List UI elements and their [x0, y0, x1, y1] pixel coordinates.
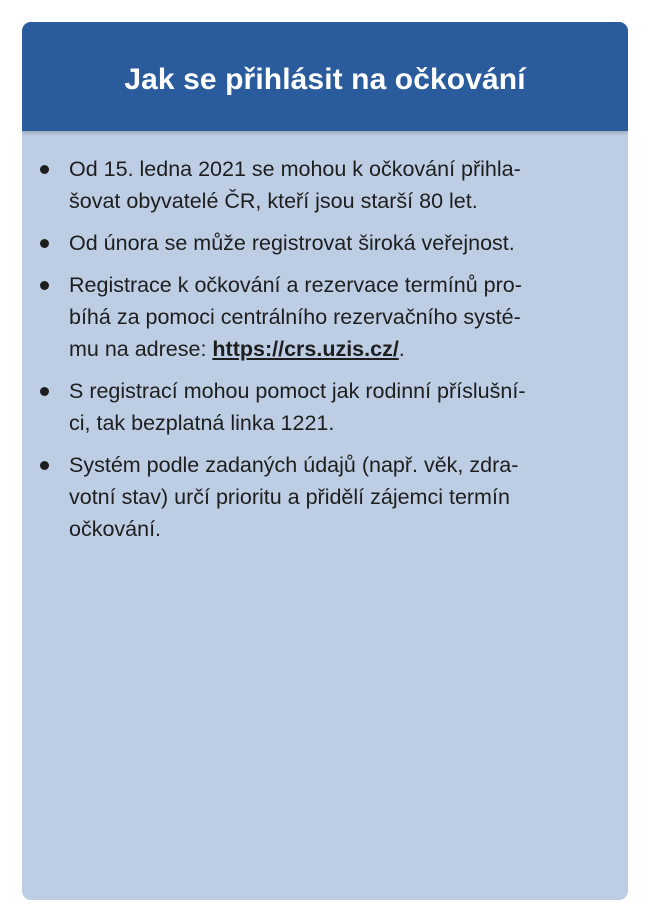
registration-link[interactable]: https://crs.uzis.cz/: [212, 337, 399, 361]
list-item-text: [69, 269, 610, 365]
list-item: [40, 449, 610, 545]
text-line: Systém podle zadaných údajů (např. věk, zdra-: [69, 453, 519, 477]
bullet-icon: [40, 239, 49, 248]
text-line: votní stav) určí prioritu a přidělí zájemci termín: [69, 485, 510, 509]
bullet-icon: [40, 165, 49, 174]
text-fragment: .: [398, 337, 405, 361]
text-line: S registrací mohou pomoct jak rodinní příslušní-: [69, 379, 526, 403]
list-item-text: [69, 227, 610, 259]
list-item-text: [69, 153, 610, 217]
bullet-icon: [40, 461, 49, 470]
list-item: [40, 269, 610, 365]
text-line: Od února se může registrovat široká veřejnost.: [69, 231, 515, 255]
text-line: šovat obyvatelé ČR, kteří jsou starší 80 let.: [69, 189, 478, 213]
info-card: [22, 22, 628, 900]
text-line: očkování.: [69, 517, 162, 541]
bullet-icon: [40, 281, 49, 290]
page-title: Jak se přihlásit na očkování: [124, 62, 526, 96]
text-line-with-link: [69, 333, 610, 365]
text-line: Registrace k očkování a rezervace termínů pro-: [69, 273, 522, 297]
list-item-text: [69, 449, 610, 545]
bullet-list: [22, 131, 628, 545]
text-fragment: mu na adrese:: [69, 337, 213, 361]
text-line: bíhá za pomoci centrálního rezervačního systé-: [69, 305, 521, 329]
list-item: [40, 153, 610, 217]
card-header: [22, 22, 628, 131]
bullet-icon: [40, 387, 49, 396]
text-line: Od 15. ledna 2021 se mohou k očkování přihla-: [69, 157, 521, 181]
list-item-text: [69, 375, 610, 439]
list-item: [40, 375, 610, 439]
text-line: ci, tak bezplatná linka 1221.: [69, 411, 335, 435]
list-item: [40, 227, 610, 259]
